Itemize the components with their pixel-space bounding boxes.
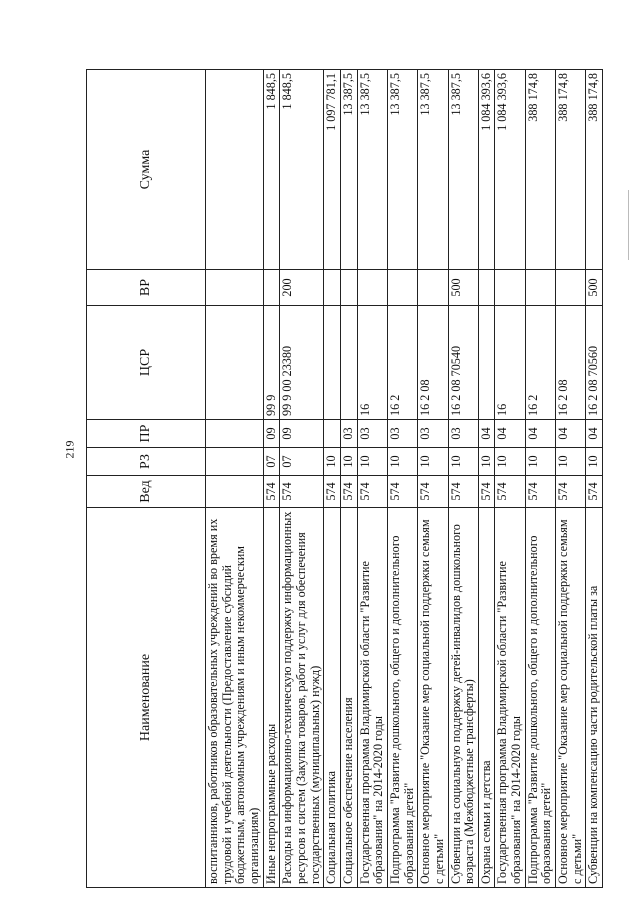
table-row [495,70,525,888]
cell-sum: 13 387,5 [387,70,417,270]
cell-name: Социальное обеспечение населения [340,508,357,888]
cell-pr: 03 [340,420,357,448]
cell-csr: 16 2 08 70540 [448,306,478,420]
cell-sum: 1 084 393,6 [478,70,495,270]
cell-csr: 99 9 [263,306,280,420]
cell-csr: 16 2 [525,306,555,420]
table-row [418,70,448,888]
cell-pr: 04 [586,420,603,448]
cell-vr: 500 [448,270,478,306]
cell-vr [495,270,525,306]
cell-rz: 10 [387,448,417,476]
cell-rz: 07 [263,448,280,476]
header-pr: ПР [87,420,206,448]
cell-ved: 574 [478,476,495,508]
cell-vr [357,270,387,306]
scan-artifact-line [628,190,629,260]
cell-ved: 574 [340,476,357,508]
cell-ved: 574 [357,476,387,508]
cell-pr: 04 [556,420,586,448]
cell-pr: 09 [280,420,324,448]
cell-sum: 388 174,8 [525,70,555,270]
cell-csr: 16 2 [387,306,417,420]
cell-pr [324,420,341,448]
cell-name: Подпрограмма "Развитие дошкольного, общего и дополнительного образования детей" [387,508,417,888]
cell-ved: 574 [556,476,586,508]
header-sum: Сумма [87,70,206,270]
table-row [448,70,478,888]
cell-csr: 16 [495,306,525,420]
cell-rz: 10 [448,448,478,476]
cell-sum: 13 387,5 [340,70,357,270]
header-ved: Вед [87,476,206,508]
cell-name: Подпрограмма "Развитие дошкольного, общего и дополнительного образования детей" [525,508,555,888]
cell-rz [206,448,264,476]
cell-ved: 574 [448,476,478,508]
cell-rz: 10 [340,448,357,476]
cell-csr [478,306,495,420]
cell-csr [340,306,357,420]
cell-name: Основное мероприятие "Оказание мер социальной поддержки семьям с детьми" [418,508,448,888]
cell-name: Иные непрограммные расходы [263,508,280,888]
table-row [478,70,495,888]
cell-pr: 04 [478,420,495,448]
table-row [324,70,341,888]
cell-ved [206,476,264,508]
cell-rz: 10 [478,448,495,476]
cell-ved: 574 [525,476,555,508]
cell-csr: 16 2 08 [556,306,586,420]
table-row [586,70,603,888]
cell-ved: 574 [263,476,280,508]
cell-rz: 10 [586,448,603,476]
cell-ved: 574 [324,476,341,508]
cell-rz: 10 [495,448,525,476]
cell-ved: 574 [280,476,324,508]
header-rz: РЗ [87,448,206,476]
cell-pr [206,420,264,448]
cell-vr: 200 [280,270,324,306]
cell-pr: 03 [418,420,448,448]
cell-vr: 500 [586,270,603,306]
cell-ved: 574 [387,476,417,508]
cell-sum: 388 174,8 [586,70,603,270]
cell-rz: 10 [418,448,448,476]
cell-sum: 13 387,5 [448,70,478,270]
cell-ved: 574 [586,476,603,508]
cell-name: Субвенции на социальную поддержку детей-инвалидов дошкольного возраста (Межбюджетные трансферты) [448,508,478,888]
cell-sum: 1 084 393,6 [495,70,525,270]
header-name: Наименование [87,508,206,888]
cell-ved: 574 [495,476,525,508]
cell-pr: 03 [357,420,387,448]
cell-rz: 10 [357,448,387,476]
cell-rz: 10 [324,448,341,476]
cell-name: Социальная политика [324,508,341,888]
cell-name: Субвенции на компенсацию части родительской платы за [586,508,603,888]
table-row [556,70,586,888]
cell-pr: 04 [525,420,555,448]
table-row [387,70,417,888]
cell-pr: 09 [263,420,280,448]
cell-csr [206,306,264,420]
cell-rz: 10 [556,448,586,476]
cell-vr [206,270,264,306]
cell-name: Основное мероприятие "Оказание мер социальной поддержки семьям с детьми" [556,508,586,888]
cell-sum: 13 387,5 [357,70,387,270]
cell-name: Государственная программа Владимирской области "Развитие образования" на 2014-2020 годы [495,508,525,888]
table-row [263,70,280,888]
cell-rz: 07 [280,448,324,476]
page-number: 219 [62,440,77,459]
cell-rz: 10 [525,448,555,476]
cell-sum: 1 848,5 [280,70,324,270]
table-header-row [87,70,206,888]
cell-ved: 574 [418,476,448,508]
cell-vr [418,270,448,306]
cell-csr: 16 2 08 70560 [586,306,603,420]
budget-table [86,69,603,888]
cell-name: Государственная программа Владимирской области "Развитие образования" на 2014-2020 годы [357,508,387,888]
cell-sum: 1 848,5 [263,70,280,270]
cell-pr: 03 [387,420,417,448]
cell-name: воспитанников, работников образовательных учреждений во время их трудовой и учебной деятельности (Предоставление субсидий бюджетным, автономным учреждениям и иным некоммерческим организациям) [206,508,264,888]
table-row [357,70,387,888]
cell-csr [324,306,341,420]
cell-sum: 388 174,8 [556,70,586,270]
cell-pr: 04 [495,420,525,448]
table-row [206,70,264,888]
budget-table-rotated [86,70,606,888]
cell-vr [525,270,555,306]
cell-vr [478,270,495,306]
cell-vr [340,270,357,306]
cell-vr [556,270,586,306]
cell-pr: 03 [448,420,478,448]
table-row [280,70,324,888]
cell-sum [206,70,264,270]
cell-name: Охрана семьи и детства [478,508,495,888]
cell-csr: 99 9 00 23380 [280,306,324,420]
cell-vr [263,270,280,306]
cell-sum: 13 387,5 [418,70,448,270]
header-vr: ВР [87,270,206,306]
cell-name: Расходы на информационно-техническую поддержку информационных ресурсов и систем (Закупка товаров, работ и услуг для обеспечения государственных (муниципальных) нужд) [280,508,324,888]
cell-vr [324,270,341,306]
header-csr: ЦСР [87,306,206,420]
cell-csr: 16 2 08 [418,306,448,420]
cell-csr: 16 [357,306,387,420]
table-row [525,70,555,888]
table-row [340,70,357,888]
cell-vr [387,270,417,306]
cell-sum: 1 097 781,1 [324,70,341,270]
